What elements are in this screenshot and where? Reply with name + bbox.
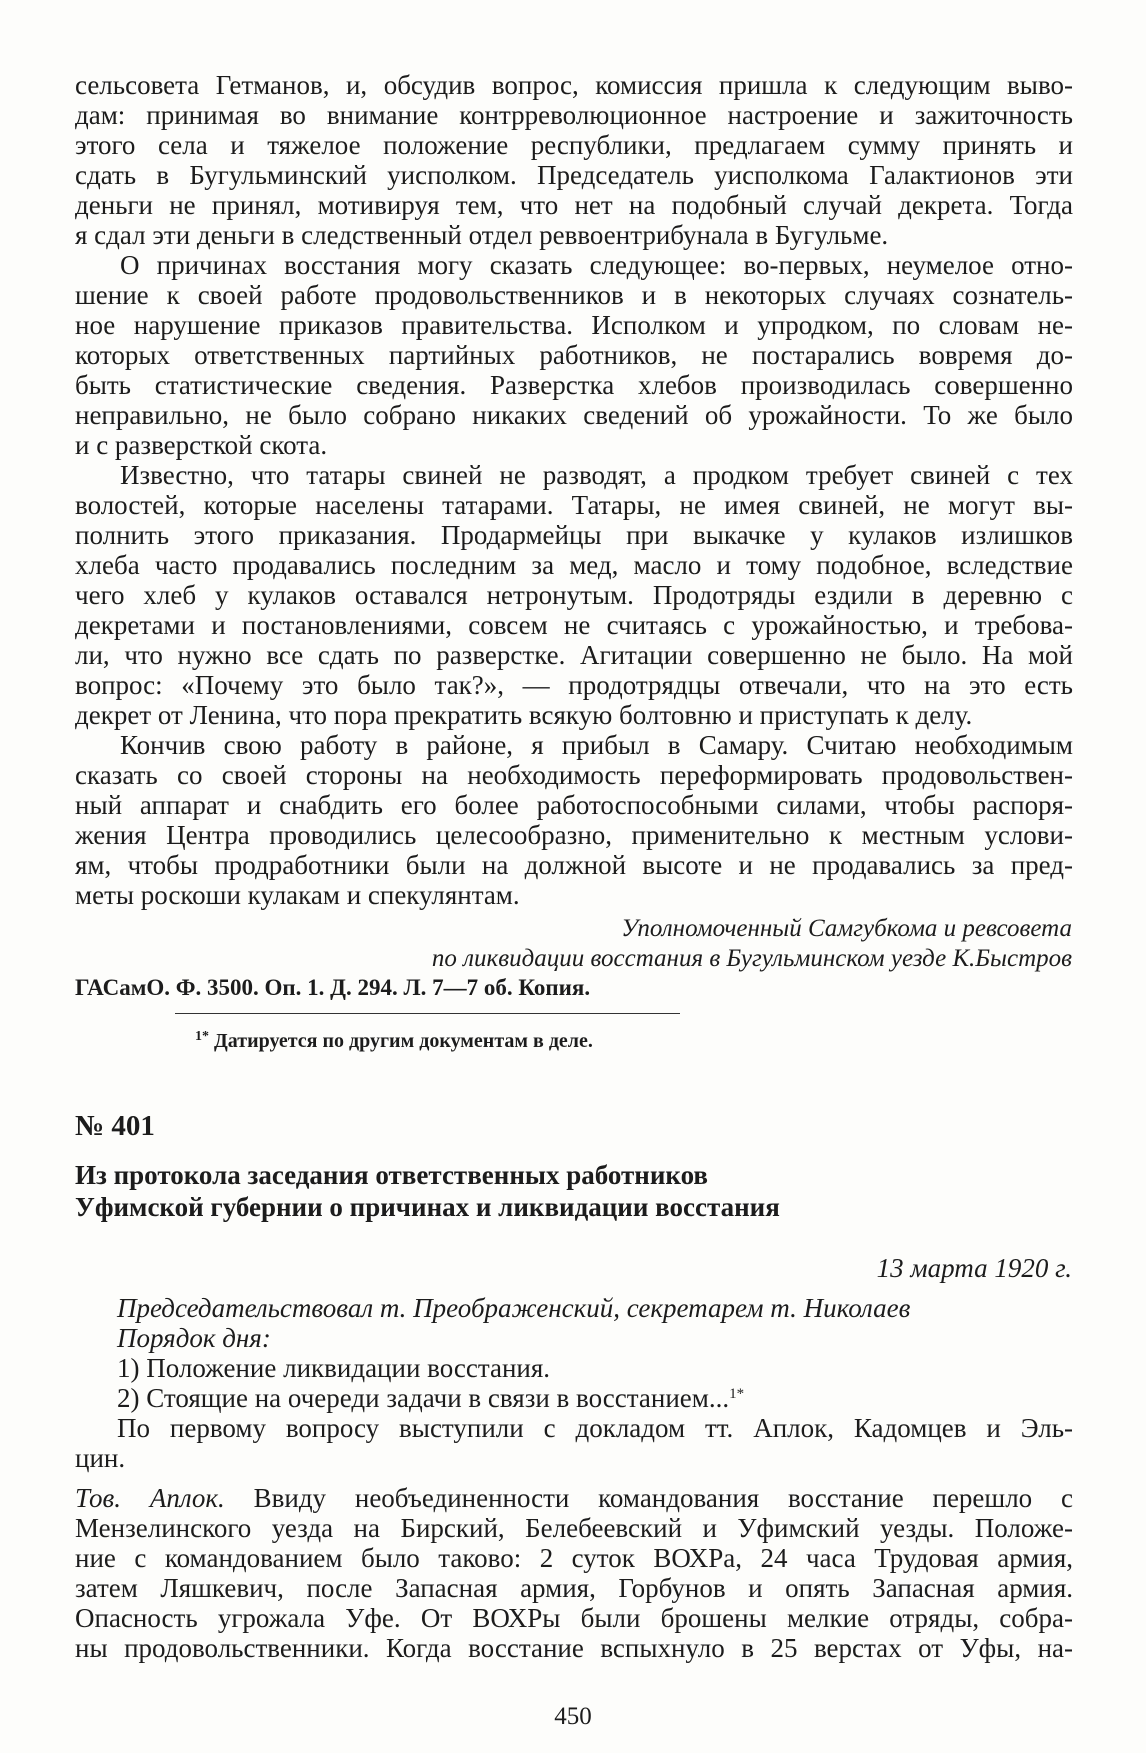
- text-line: Опасность угрожала Уфе. От ВОХРы были брошены мелкие отряды, собра-: [75, 1603, 1073, 1633]
- speaker-name: Тов. Аплок.: [75, 1483, 225, 1513]
- text-line: затем Ляшкевич, после Запасная армия, Горбунов и опять Запасная армия.: [75, 1573, 1073, 1603]
- speech-text: Ввиду необъединенности командования восстание перешло с: [253, 1483, 1073, 1513]
- text-line: неправильно, не было собрано никаких сведений об урожайности. То же было: [75, 400, 1073, 430]
- text-line: чего хлеб у кулаков оставался нетронутым. Продотряды ездили в деревню с: [75, 580, 1073, 610]
- page-number: 450: [554, 1703, 592, 1730]
- footnote-mark: 1*: [195, 1029, 209, 1044]
- document-number: № 401: [75, 1110, 155, 1142]
- text-line: сказать со своей стороны на необходимость переформировать продовольствен-: [75, 760, 1073, 790]
- text-line: которых ответственных партийных работников, не постарались вовремя до-: [75, 340, 1073, 370]
- text-line: волостей, которые населены татарами. Татары, не имея свиней, не могут вы-: [75, 490, 1073, 520]
- document-date: 13 марта 1920 г.: [876, 1253, 1072, 1283]
- text-line: По первому вопросу выступили с докладом тт. Аплок, Кадомцев и Эль-: [117, 1413, 1073, 1443]
- text-line: быть статистические сведения. Разверстка хлебов производилась совершенно: [75, 370, 1073, 400]
- text-line: деньги не принял, мотивируя тем, что нет на подобный случай декрета. Тогда: [75, 190, 1073, 220]
- speech-first-line: [75, 1483, 1073, 1513]
- text-line: ли, что нужно все сдать по разверстке. Агитации совершенно не было. На мой: [75, 640, 1073, 670]
- text-line: сдать в Бугульминский уисполком. Председатель уисполкома Галактионов эти: [75, 160, 1073, 190]
- agenda-label: Порядок дня:: [117, 1323, 271, 1353]
- text-line: ям, чтобы продработники были на должной высоте и не продавались за пред-: [75, 850, 1073, 880]
- text-line: Кончив свою работу в районе, я прибыл в Самару. Считаю необходимым: [120, 730, 1073, 760]
- text-line: полнить этого приказания. Продармейцы при выкачке у кулаков излишков: [75, 520, 1073, 550]
- document-title-line: Уфимской губернии о причинах и ликвидации восстания: [75, 1192, 780, 1222]
- text-line: декрет от Ленина, что пора прекратить всякую болтовню и приступать к делу.: [75, 700, 973, 730]
- text-line: вопрос: «Почему это было так?», — продотрядцы отвечали, что на это есть: [75, 670, 1073, 700]
- text-line: дам: принимая во внимание контрреволюционное настроение и зажиточность: [75, 100, 1073, 130]
- text-line: сельсовета Гетманов, и, обсудив вопрос, комиссия пришла к следующим выво-: [75, 70, 1073, 100]
- text-line: ние с командованием было таково: 2 суток ВОХРа, 24 часа Трудовая армия,: [75, 1543, 1073, 1573]
- text-line: О причинах восстания могу сказать следующее: во-первых, неумелое отно-: [120, 250, 1073, 280]
- presided-line: Председательствовал т. Преображенский, секретарем т. Николаев: [117, 1293, 911, 1323]
- footnote-text: Датируется по другим документам в деле.: [214, 1030, 593, 1052]
- text-line: ны продовольственники. Когда восстание вспыхнуло в 25 верстах от Уфы, на-: [75, 1633, 1073, 1663]
- text-line: ное нарушение приказов правительства. Исполком и упродком, по словам не-: [75, 310, 1073, 340]
- footnote: [195, 1030, 593, 1053]
- text-line: Известно, что татары свиней не разводят, а продком требует свиней с тех: [120, 460, 1073, 490]
- text-line: Мензелинского уезда на Бирский, Белебеевский и Уфимский уезды. Положе-: [75, 1513, 1073, 1543]
- text-line: ный аппарат и снабдить его более работоспособными силами, чтобы распоря-: [75, 790, 1073, 820]
- text-line: меты роскоши кулакам и спекулянтам.: [75, 880, 520, 910]
- text-line: шение к своей работе продовольственников и в некоторых случаях сознатель-: [75, 280, 1073, 310]
- text-line: этого села и тяжелое положение республики, предлагаем сумму принять и: [75, 130, 1073, 160]
- text-line: цин.: [75, 1443, 126, 1473]
- signature-title: Уполномоченный Самгубкома и ревсовета: [621, 915, 1072, 942]
- agenda-item: 1) Положение ликвидации восстания.: [117, 1353, 551, 1383]
- text-line: я сдал эти деньги в следственный отдел реввоентрибунала в Бугульме.: [75, 220, 889, 250]
- document-title-line: Из протокола заседания ответственных работников: [75, 1160, 708, 1190]
- footnote-mark: 1*: [729, 1386, 745, 1402]
- agenda-item-text: 2) Стоящие на очереди задачи в связи в восстанием...: [117, 1383, 730, 1413]
- text-line: жения Центра проводились целесообразно, применительно к местным услови-: [75, 820, 1073, 850]
- archive-source: ГАСамО. Ф. 3500. Оп. 1. Д. 294. Л. 7—7 об. Копия.: [75, 975, 591, 1000]
- footnote-divider: [175, 1013, 680, 1014]
- text-line: и с разверсткой скота.: [75, 430, 328, 460]
- signature-name: по ликвидации восстания в Бугульминском уезде К.Быстров: [431, 945, 1072, 972]
- agenda-item: [117, 1383, 1073, 1413]
- text-line: декретами и постановлениями, совсем не считаясь с урожайностью, и требова-: [75, 610, 1073, 640]
- text-line: хлеба часто продавались последним за мед, масло и тому подобное, вследствие: [75, 550, 1073, 580]
